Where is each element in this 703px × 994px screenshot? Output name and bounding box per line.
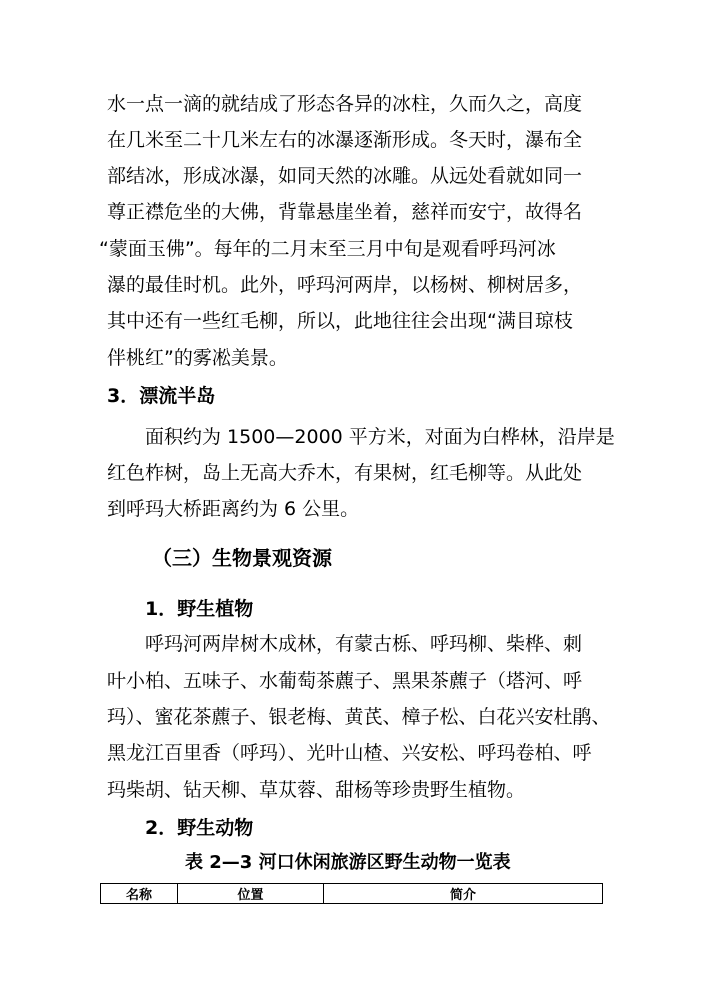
paragraph-line: 水一点一滴的就结成了形态各异的冰柱，久而久之，高度 — [107, 93, 583, 115]
paragraph-line: 伴桃红”的雾凇美景。 — [107, 347, 288, 369]
paragraph-line: 黑龙江百里香（呼玛）、光叶山楂、兴安松、呼玛卷柏、呼 — [107, 742, 592, 764]
paragraph-line: 在几米至二十几米左右的冰瀑逐渐形成。冬天时，瀑布全 — [107, 129, 583, 151]
paragraph-line: 瀑的最佳时机。此外，呼玛河两岸，以杨树、柳树居多， — [107, 274, 583, 296]
table-header-description: 简介 — [324, 884, 603, 904]
chapter-heading: （三）生物景观资源 — [152, 546, 332, 570]
paragraph-line: 叶小柏、五味子、水葡萄茶藨子、黑果茶藨子（塔河、呼 — [107, 670, 583, 692]
subsection-heading-plants: 1．野生植物 — [145, 598, 254, 620]
paragraph-line: 其中还有一些红毛柳，所以，此地往往会出现“满目琼枝 — [107, 310, 573, 332]
section-heading: 3．漂流半岛 — [107, 385, 216, 407]
paragraph-line: 尊正襟危坐的大佛，背靠悬崖坐着，慈祥而安宁，故得名 — [107, 201, 583, 223]
table-header-location: 位置 — [178, 884, 324, 904]
table-header-name: 名称 — [101, 884, 178, 904]
paragraph-line: 呼玛河两岸树木成林，有蒙古栎、呼玛柳、柴桦、刺 — [145, 633, 583, 655]
subsection-heading-animals: 2．野生动物 — [145, 817, 254, 839]
paragraph-line: “蒙面玉佛”。每年的二月末至三月中旬是观看呼玛河冰 — [99, 238, 556, 260]
table-caption: 表 2—3 河口休闲旅游区野生动物一览表 — [185, 852, 511, 873]
paragraph-line: 红色柞树，岛上无高大乔木，有果树，红毛柳等。从此处 — [107, 462, 583, 484]
table-header-row — [101, 884, 603, 904]
paragraph-line: 面积约为 1500—2000 平方米，对面为白桦林，沿岸是 — [145, 426, 615, 448]
wildlife-table — [100, 883, 603, 904]
paragraph-line: 部结冰，形成冰瀑，如同天然的冰雕。从远处看就如同一 — [107, 165, 583, 187]
paragraph-line: 玛）、蜜花茶藨子、银老梅、黄芪、樟子松、白花兴安杜鹃、 — [107, 706, 611, 728]
paragraph-line: 到呼玛大桥距离约为 6 公里。 — [107, 498, 360, 520]
paragraph-line: 玛柴胡、钻天柳、草苁蓉、甜杨等珍贵野生植物。 — [107, 779, 526, 801]
